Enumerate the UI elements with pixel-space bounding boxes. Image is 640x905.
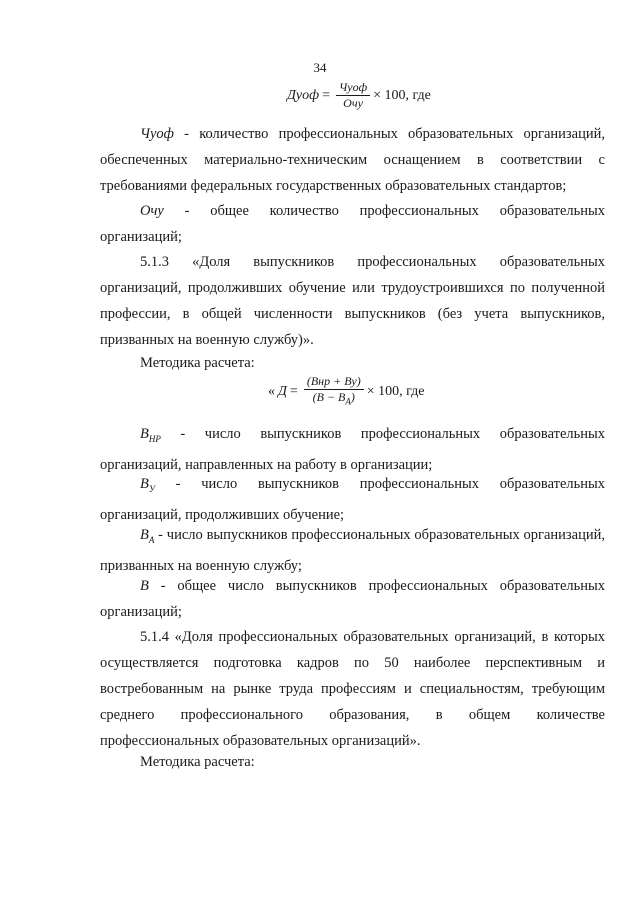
section-text: призванных на военную службу)».	[100, 332, 314, 348]
definition-text: призванных на военную службу;	[100, 557, 302, 574]
section-text: профессии, в общей численности выпускников (без учета выпускников,	[100, 306, 605, 322]
term-letter: В	[140, 476, 149, 492]
section-text: 5.1.3 «Доля выпускников профессиональных образовательных	[140, 254, 605, 270]
term-sub: А	[148, 534, 155, 545]
term-v: В	[140, 578, 149, 594]
definition-text: требованиями федеральных государственных образовательных стандартов;	[100, 178, 567, 194]
definition-text: организаций, направленных на работу в организации;	[100, 456, 433, 473]
denominator-close: )	[350, 390, 355, 404]
term-chuof: Чуоф	[140, 126, 174, 142]
section-text: 5.1.4 «Доля профессиональных образовательных организаций, в которых	[140, 629, 605, 645]
section-text: профессиональных образовательных организаций».	[100, 733, 421, 749]
section-text: среднего профессионального образования, в общем количестве	[100, 707, 605, 723]
definition-ochu	[100, 198, 605, 250]
denominator-sub: А	[345, 396, 351, 407]
definition-text: - число выпускников профессиональных образовательных организаций,	[154, 527, 605, 543]
definition-va	[100, 522, 605, 579]
term-ochu: Очу	[140, 203, 164, 219]
definition-text: обеспеченных материально-техническим оснащением в соответствии с	[100, 152, 605, 168]
definition-text: - количество профессиональных образовательных организаций,	[173, 126, 605, 142]
definition-text: - общее число выпускников профессиональных образовательных	[148, 578, 605, 594]
section-text: востребованным на рынке труда профессиям и специальностям, требующим	[100, 681, 605, 697]
formula-eq: =	[289, 383, 298, 399]
formula-multiplier: × 100	[373, 87, 406, 103]
page-number: 34	[313, 60, 327, 75]
formula-numerator: Чуоф	[336, 80, 370, 96]
definition-text: - число выпускников профессиональных образовательных	[154, 476, 605, 492]
formula-d	[268, 374, 424, 409]
definition-v	[100, 573, 605, 625]
formula-duof	[287, 80, 431, 111]
term-vu	[140, 476, 155, 492]
denominator-main: (В − В	[312, 390, 346, 404]
method-text: Методика расчета:	[140, 355, 255, 371]
formula-lhs: Д	[278, 383, 287, 399]
formula-denominator: Очу	[343, 96, 363, 110]
definition-vu	[100, 471, 605, 528]
method-heading-2	[100, 749, 605, 775]
section-5-1-4	[100, 624, 605, 754]
formula-open-quote: «	[268, 383, 275, 399]
method-heading-1	[100, 350, 605, 376]
section-5-1-3	[100, 249, 605, 353]
formula-where: , где	[399, 383, 425, 399]
method-text: Методика расчета:	[140, 754, 255, 770]
definition-text: организаций;	[100, 229, 182, 245]
formula-multiplier: × 100	[366, 383, 400, 399]
term-sub: У	[148, 483, 155, 494]
section-text: организаций, продолживших обучение или трудоустроившихся по полученной	[100, 280, 605, 296]
formula-fraction	[304, 374, 364, 409]
definition-text: - общее количество профессиональных образовательных	[163, 203, 605, 219]
formula-where: , где	[405, 87, 431, 103]
definition-vnr	[100, 421, 605, 478]
definition-text: организаций;	[100, 604, 182, 620]
definition-text: организаций, продолживших обучение;	[100, 506, 345, 523]
term-letter: В	[140, 426, 149, 442]
formula-lhs: Дуоф	[287, 87, 320, 103]
definition-text: - число выпускников профессиональных образовательных	[160, 426, 605, 442]
formula-denominator	[310, 390, 358, 409]
formula-numerator: (Внр + Ву)	[304, 374, 364, 390]
term-letter: В	[140, 527, 149, 543]
term-va	[140, 527, 154, 543]
section-text: осуществляется подготовка кадров по 50 наиболее перспективным и	[100, 655, 605, 671]
term-sub: НР	[148, 433, 161, 444]
formula-eq: =	[322, 87, 330, 103]
formula-fraction	[336, 80, 370, 111]
definition-chuof	[100, 121, 605, 199]
term-vnr	[140, 426, 161, 442]
